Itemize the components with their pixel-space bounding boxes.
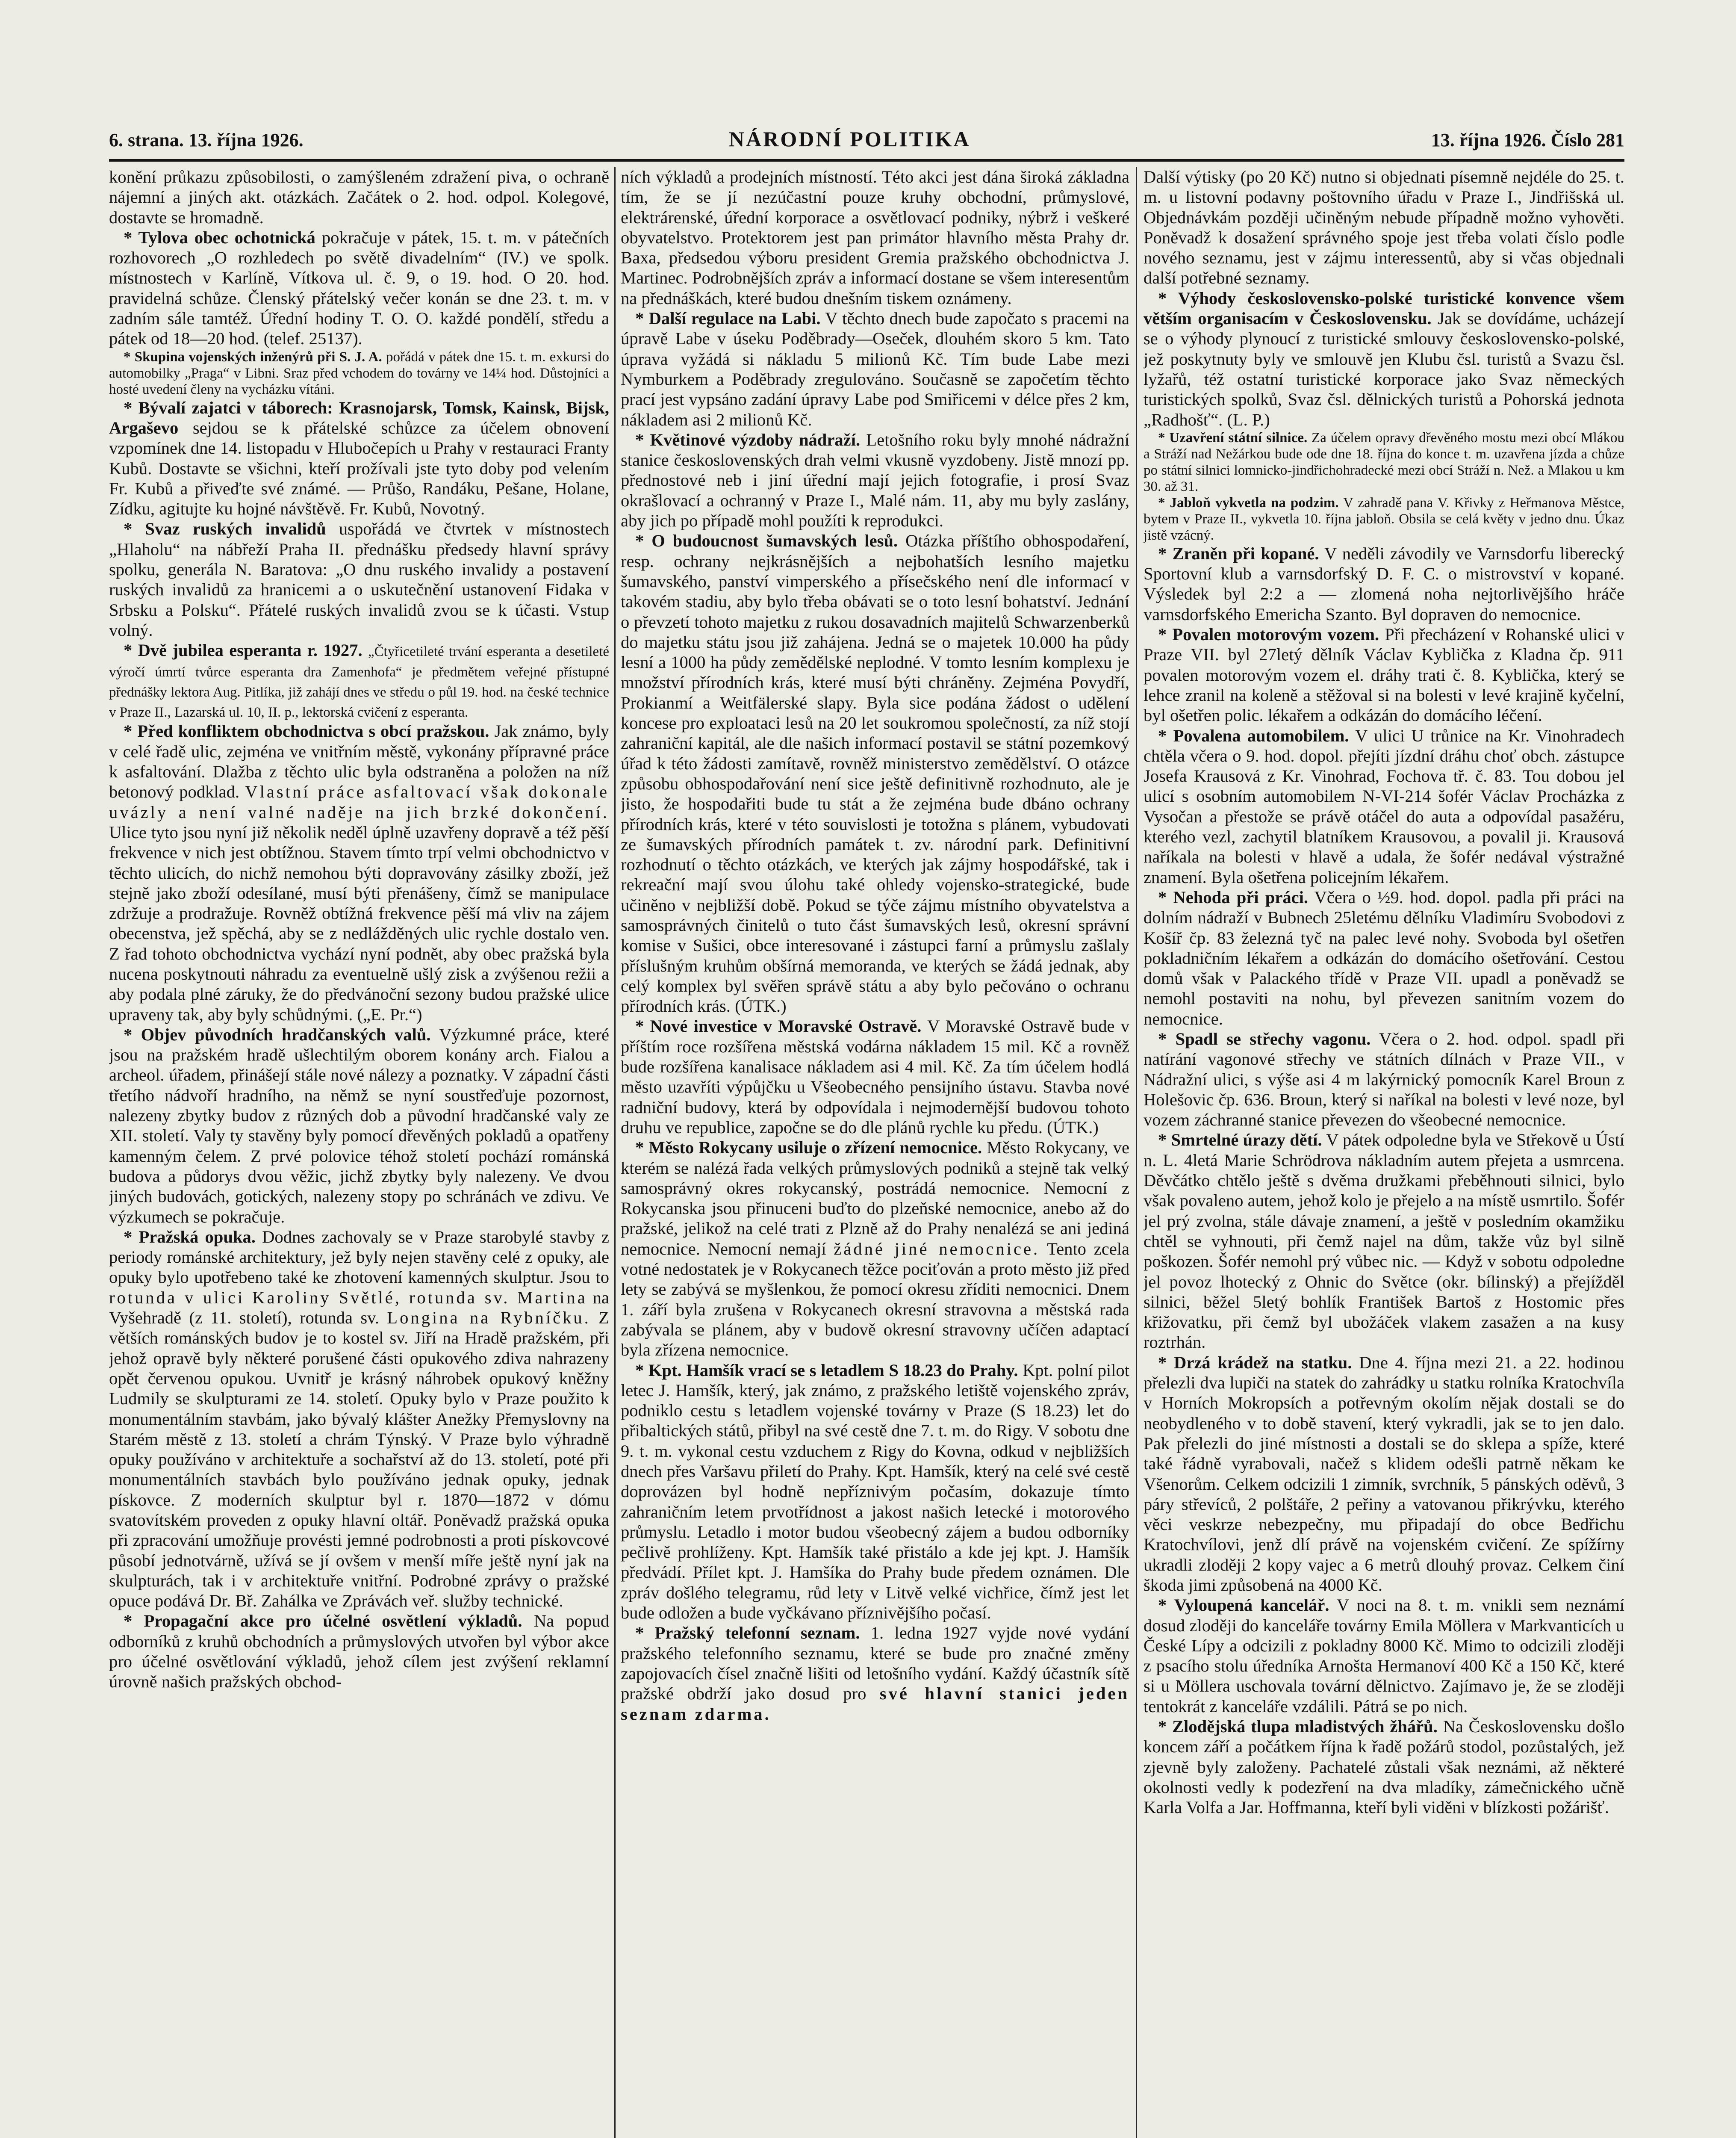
article-emphasis: rotunda v ulici Karoliny Světlé, rotunda sv. Martina — [109, 1288, 587, 1307]
article — [621, 1016, 1129, 1137]
article — [109, 227, 609, 349]
article-heading: * Jabloň vykvetla na podzim. — [1158, 495, 1339, 511]
article-body: sejdou se k přátelské schůzce za účelem obnovení vzpomínek dne 14. listopadu v Hlubočepích u Prahy v restauraci Franty Kubů. Dostavte se všichni, kteří prožívali jste tyto doby pod velením Fr. Kubů a přiveďte své známé. — Průšo, Randáku, Pešane, Holane, Zídku, agitujte ku hojné návštěvě. Fr. Kubů, Novotný. — [109, 418, 609, 519]
article-heading: * Město Rokycany usiluje o zřízení nemocnice. — [635, 1138, 982, 1158]
column-3 — [1144, 167, 1624, 2138]
article-body: Jak známo, byly v celé řadě ulic, zejména ve vnitřním městě, vykonány přípravné práce k asfaltování. Dlažba z těchto ulic byla odstraněna a položen na níž betonový podklad. — [109, 721, 609, 802]
column-2 — [621, 167, 1129, 2138]
article — [1144, 1352, 1624, 1595]
article-heading: * Propagační akce pro účelné osvětlení výkladů. — [124, 1611, 522, 1631]
article — [1144, 1130, 1624, 1352]
article-body: Výzkumné práce, které jsou na pražském hradě ušlechtilým oborem konány arch. Fialou a archeol. úřadem, přinášejí stále nové nálezy a poznatky. V západní části třetího nádvoří hradního, na němž se nyní soustřeďuje pozornost, nalezeny zbytky budov z různých dob a původní hradčanské valy ze XII. století. Valy ty stavěny byly pomocí dřevěných pokladů a opatřeny kamenným čelem. Z prvé polovice téhož století pochází románská budova a půdorys dvou věžic, jichž zbytky byly nalezeny. Ve dvou jiných budovách, gotických, nalezeny stopy po schránách ve zdivu. Ve výzkumech se pokračuje. — [109, 1025, 609, 1226]
header-rule — [109, 159, 1624, 162]
article-heading: * Pražská opuka. — [124, 1227, 256, 1246]
article-heading: * Povalen motorovým vozem. — [1158, 625, 1379, 644]
article — [109, 721, 609, 1024]
article — [109, 1227, 609, 1611]
article — [1144, 624, 1624, 725]
article — [109, 519, 609, 640]
article-emphasis: Longina na Rybníčku. — [387, 1308, 591, 1328]
article-heading: * Květinové výzdoby nádraží. — [635, 430, 861, 449]
article-body: Za účelem opravy dřevěného mostu mezi obcí Mlákou a Stráží nad Nežárkou bude ode dne 18. října do konce t. m. uzavřena jízda a chůze po státní silnici lomnicko-jindřichohradecké mezi obcí Stráží n. Než. a Mlakou u km 30. až 31. — [1144, 430, 1624, 494]
article-body: Dne 4. října mezi 21. a 22. hodinou přelezli dva lupiči na statek do zahrádky u statku rolníka Kratochvíla v Horních Mokropsích a potřevným okolím nějak dostali se do neobydleného v to době stavení, který vykradli, jak se to jen dalo. Pak přelezli do jiné místnosti a dostali se do sklepa a spíže, které také řádně vyrabovali, načež s klidem odešli patrně někam ke Všenorům. Celkem odcizili 1 zimník, svrchník, 5 pánských oděvů, 3 páry střevíců, 2 polštáře, 2 peřiny a vatovanou přikrývku, kterého věci veskrze nebezpečny, mu připadají do obce Bedřichu Kratochvílovi, jenž dlí právě na vojenském cvičení. Ze spížírny ukradli zloději 2 kopy vajec a 6 metrů dlouhý provaz. Celkem činí škoda jimi způsobená na 4000 Kč. — [1144, 1352, 1624, 1595]
article-heading: * Vyloupená kancelář. — [1158, 1595, 1329, 1615]
article-body: Dodnes zachovaly se v Praze starobylé stavby z periody románské architektury, jež byly nejen stavěny celé z opuky, ale opuky bylo upotřebeno také ke zhotovení kamenných skulptur. Jsou to — [109, 1227, 609, 1287]
article-heading: * Tylova obec ochotnická — [124, 227, 315, 247]
article-body: pokračuje v pátek, 15. t. m. v pátečních rozhovorech „O rozhledech po světě divadelním“ (IV.) ve spolk. místnostech v Karlíně, Vítkova ul. č. 9, o 19. hod. O 20. hod. pravidelná schůze. Členský přátelský večer konán se dne 23. t. m. v zadním sále tamtéž. Úřední hodiny T. O. O. každé pondělí, středu a pátek od 18—20 hod. (telef. 25137). — [109, 227, 609, 348]
article — [109, 640, 609, 721]
article — [621, 531, 1129, 1016]
newspaper-title: NÁRODNÍ POLITIKA — [729, 127, 971, 151]
article — [1144, 1595, 1624, 1716]
article — [621, 430, 1129, 531]
article-body: V neděli závodily ve Varnsdorfu liberecký Sportovní klub a varnsdorfský D. F. C. o mistrovství v kopané. Výsledek byl 2:2 a — zlomená noha nejtorlivějšího hráče varnsdorfského Emericha Szanto. Byl dopraven do nemocnice. — [1144, 543, 1624, 624]
column-1 — [109, 167, 609, 2138]
article-heading: * Nehoda při práci. — [1158, 887, 1309, 907]
article — [1144, 726, 1624, 887]
article-heading: * Kpt. Hamšík vrací se s letadlem S 18.23 do Prahy. — [635, 1360, 1018, 1380]
article-body: Letošního roku byly mnohé nádražní stanice československých drah velmi vkusně vyzdobeny. Jistě mnozí pp. přednostové neb i jiní úřední mají jejich fotografie, i prosí Svaz okrašlovací a ochranný v Praze I., Malé nám. 11, aby mu byly zaslány, aby jich po případě mohl použíti k reprodukci. — [621, 430, 1129, 531]
article-heading: * Svaz ruských invalidů — [124, 519, 326, 539]
article-body: pořádá v pátek dne 15. t. m. exkursi do automobilky „Praga“ v Libni. Sraz před vchodem do továrny ve 14¼ hod. Důstojníci a hosté uvedení členy na vycházku vítáni. — [109, 349, 609, 397]
article-body: V ulici U trůnice na Kr. Vinohradech chtěla včera o 9. hod. dopol. přejíti jízdní dráhu choť obch. zástupce Josefa Krausová z Kr. Vinohrad, Fochova tř. č. 83. Tou dobou jel ulicí s osobním automobilem N-VI-214 šofér Václav Procházka z Vysočan a přestože se právě otáčel do auta a odpovídal pasažéru, kterého vezl, zachytil blatníkem Krausovou, a povalil ji. Krausová naříkala na bolesti v hlavě a udala, že šofér nedával výstražné znamení. Byla ošetřena policejním lékařem. — [1144, 726, 1624, 887]
article-emphasis: žádné jiné nemocnice. — [834, 1239, 1040, 1258]
article-paragraph: konění průkazu způsobilosti, o zamýšleném zdražení piva, o ochraně nájemní a jiných akt. otázkách. Začátek o 2. hod. odpol. Kolegové, dostavte se hromadně. — [109, 167, 609, 227]
article — [1144, 288, 1624, 430]
article-heading: * Povalena automobilem. — [1158, 726, 1349, 745]
article-heading: * Uzavření státní silnice. — [1158, 430, 1308, 446]
article-body: na Vyšehradě (z 11. století), rotunda sv. — [109, 1288, 609, 1328]
article-body: Město Rokycany, ve kterém se nalézá řada velkých průmyslových podniků a stejně tak velký samosprávný okres rokycanský, postrádá nemocnice. Nemocní z Rokycanska jsou přinuceni buďto do plzeňské nemocnice, anebo až do pražské, jelikož na celé trati z Plzně až do Prahy nenalézá se ani jediná nemocnice. Nemocní nemají — [621, 1138, 1129, 1258]
article-body: Z větších románských budov je to kostel sv. Jiří na Hradě pražském, při jehož opravě byly některé porušené části opukového zdiva nahrazeny opět červenou opukou. Uvnitř je krásný náhrobek opukový kněžny Ludmily se skulpturami ze 14. století. Opuky bylo v Praze použito k monumentálním stavbám, jako bývalý klášter Anežky Přemyslovny na Starém městě z 13. století a chrám Týnský. V Praze bylo výhradně opuky používáno v architektuře a sochařství až do 13. století, poté při monumentálních stavbách bylo používáno jednak opuky, jednak pískovce. Z moderních skulptur byl r. 1870—1872 v dómu svatovítském proveden z opuky hlavní oltář. Poněvadž pražská opuka při zpracování umožňuje provésti jemné podrobnosti a proti pískovcové působí jednotvárně, užívá se jí ovšem v menší míře ještě nyní jak na skulpturách, tak i v architektuře vnitřní. Podrobné zprávy o pražské opuce podává Dr. Bř. Zahálka ve Zprávách veř. služby technické. — [109, 1308, 609, 1611]
article-body: V Moravské Ostravě bude v příštím roce rozšířena městská vodárna nákladem 15 mil. Kč a rovněž bude rozšířena kanalisace nákladem asi 4 mil. Kč. Za tím účelem hodlá město uzavříti výpůjčku u Všeobecného pensijního ústavu. Stavba nové radniční budovy, která by odpovídala i nejmodernější budovou tohoto druhu ve republice, započne se do dle plánů rychle ku předu. (ÚTK.) — [621, 1016, 1129, 1137]
article-paragraph: ních výkladů a prodejních místností. Této akci jest dána široká základna tím, že se jí nezúčastní pouze kruhy obchodní, průmyslové, elektrárenské, úřední korporace a osvětlovací podniky, nýbrž i veškeré obyvatelstvo. Protektorem jest pan primátor hlavního města Prahy dr. Baxa, předsedou výboru president Gremia pražského obchodnictva J. Martinec. Podrobnějších zpráv a informací dostane se všem interesentům na přednáškách, které budou dnešním tiskem oznámeny. — [621, 167, 1129, 308]
page-number: 6. strana. 13. října 1926. — [109, 130, 304, 151]
article-paragraph: Další výtisky (po 20 Kč) nutno si objednati písemně nejdéle do 25. t. m. u listovní podavny poštovního úřadu v Praze I., Jindřišská ul. Objednávkám později učiněným nebude případně možno vyhověti. Poněvadž k dosažení správného spoje jest třeba volati číslo podle nového seznamu, jest v zájmu interessentů, aby si včas objednali další potřebné seznamy. — [1144, 167, 1624, 288]
article — [1144, 495, 1624, 543]
article-body: Na popud odborníků z kruhů obchodních a průmyslových utvořen byl výbor akce pro účelné osvětlování výkladů, jehož cílem jest zvýšení reklamní úrovně našich pražských obchod- — [109, 1611, 609, 1692]
masthead — [109, 125, 1624, 159]
article-body: Tento zcela votné nedostatek je v Rokycanech těžce pociťován a proto město již před lety se zabývá se myšlenkou, že pomocí okresu zříditi nemocnici. Dnem 1. září byla zrušena v Rokycanech okresní stravovna a městská rada zabývala se plánem, aby v budově okresní stravovny učíčen adaptací byla zřízena nemocnice. — [621, 1239, 1129, 1360]
article-body: V pátek odpoledne byla ve Střekově u Ústí n. L. 4letá Marie Schrödrova nákladním autem přejeta a usmrcena. Děvčátko chtělo ještě s dvěma družkami přeběhnouti silnici, bylo však povaleno autem, jehož kolo je přejelo a na místě usmrtilo. Šofér jel prý zvolna, stále dávaje znamení, a ještě v posledním okamžiku chtěl se vyhnouti, při čemž najel na dům, takže vůz byl silně poškozen. Šofér nemohl prý vůbec nic. — Když v sobotu odpoledne jel povoz lhotecký z Ohnic do Světce (okr. bílinský) a přejížděl silnici, běžel 5letý bohlík František Bartoš z Hostomic přes křižovatku, při čemž byl ubožáček vlakem zasažen a na kusy roztrhán. — [1144, 1130, 1624, 1352]
article — [1144, 887, 1624, 1029]
article-body: V noci na 8. t. m. vnikli sem neznámí dosud zloději do kanceláře továrny Emila Möllera v Markvanticích u České Lípy a odcizili z pokladny 8000 Kč. Mimo to odcizili zloději z psacího stolu úředníka Arnošta Hermanoví 400 Kč a 150 Kč, které si u Möllera uschovala tovární dělnictvo. Zajímavo je, že se zloději tentokrát z kanceláře vzdálili. Pátrá se po nich. — [1144, 1595, 1624, 1716]
article-body: 1. ledna 1927 vyjde nové vydání pražského telefonního seznamu, které se bude pro značné změny zapojovacích čísel značně lišiti od letošního vydání. Každý účastník sítě pražské obdrží jako dosud pro — [621, 1623, 1129, 1704]
article-body: Ulice tyto jsou nyní již několik neděl úplně uzavřeny dopravě a též pěší frekvence v nich jest obtížnou. Stavem tímto trpí velmi obchodnictvo v těchto ulicích, do nichž nemohou býti dopravovány zásilky zboží, jež stejně jako zboží odesílané, musí býti přenášeny, čímž se manipulace zdržuje a prodražuje. Rovněž obtížná frekvence pěší má vliv na zájem obecenstva, jež spěchá, aby se z nedlážděných ulic rychle dostalo ven. Z řad tohoto obchodnictva vychází nyní podnět, aby obec pražská byla nucena poskytnouti náhradu za eventuelně ušlý zisk a zvýšenou režii a aby podala plné záruky, že do předvánoční sezony budou pražské ulice upraveny tak, aby byly schůdnými. („E. Pr.“) — [109, 822, 609, 1024]
article-heading: * Pražský telefonní seznam. — [635, 1623, 860, 1643]
article-body: V zahradě pana V. Křivky z Heřmanova Městce, bytem v Praze II., vykvetla 10. října jabloň. Obsila se celá květy v jedno dnu. Úkaz jistě vzácný. — [1144, 495, 1624, 543]
article — [1144, 1029, 1624, 1130]
article-body: uspořádá ve čtvrtek v místnostech „Hlaholu“ na nábřeží Praha II. přednášku předsedy hlavní správy spolku, generála N. Baratova: „O dnu ruského invalidy a postavení ruských invalidů za hranicemi a o uskutečnění ustanovení Fidaka v Srbsku a Polsku“. Přátelé ruských invalidů zvou se k účasti. Vstup volný. — [109, 519, 609, 640]
column-divider — [614, 167, 616, 2138]
article-body: Včera o 2. hod. odpol. spadl při natírání vagonové střechy ve státních dílnách v Praze VII., v Nádražní ulici, s výše asi 4 m lakýrnický pomocník Karel Broun z Holešovic čp. 636. Broun, který si naříkal na bolesti v levé noze, byl vozem záchranné stanice převezen do všeobecné nemocnice. — [1144, 1029, 1624, 1130]
article — [109, 1025, 609, 1227]
article — [621, 1623, 1129, 1724]
article — [621, 1137, 1129, 1360]
article-heading: * Další regulace na Labi. — [635, 309, 821, 328]
article-heading: * Drzá krádež na statku. — [1158, 1352, 1352, 1372]
article-body: Včera o ½9. hod. dopol. padla při práci na dolním nádraží v Bubnech 25letému dělníku Vladimíru Svobodovi z Košíř čp. 83 železná tyč na palec levé nohy. Svoboda byl ošetřen pokladničním lékařem a odkázán do domácího ošetřování. Cestou domů však v Palackého třídě v Praze VII. upadl a poněvadž se nemohl postaviti na nohu, byl převezen sanitním vozem do nemocnice. — [1144, 887, 1624, 1028]
article — [621, 1360, 1129, 1623]
article — [621, 308, 1129, 430]
article-body: Na Československu došlo koncem září a počátkem října k řadě požárů stodol, pozůstalých, jež zjevně byly založeny. Pachatelé zůstali však neznámi, až některé okolnosti vedly k podezření na dva mladíky, zámečnického učně Karla Volfa a Jar. Hoffmanna, kteří byli viděni v blízkosti požárišť. — [1144, 1717, 1624, 1817]
article-heading: * Bývalí zajatci v táborech: Krasnojarsk, Tomsk, Kainsk, Bijsk, Argaševo — [109, 398, 609, 437]
article — [109, 349, 609, 398]
article-heading: * Dvě jubilea esperanta r. 1927. — [124, 641, 363, 660]
article — [1144, 543, 1624, 624]
article — [109, 1611, 609, 1692]
article-emphasis: své hlavní stanici jeden seznam zdarma. — [621, 1684, 1129, 1724]
article-heading: * Zlodějská tlupa mladistvých žhářů. — [1158, 1717, 1438, 1736]
column-divider — [1136, 167, 1137, 2138]
article — [1144, 430, 1624, 495]
article-heading: * Zraněn při kopané. — [1158, 543, 1319, 563]
article-heading: * Nové investice v Moravské Ostravě. — [635, 1016, 922, 1036]
article-heading: * Smrtelné úrazy dětí. — [1158, 1130, 1322, 1150]
article-heading: * Výhody československo-polské turistické konvence všem větším organisacím v Československu. — [1144, 288, 1624, 328]
article-body: Jak se dovídáme, ucházejí se o výhody plynoucí z turistické smlouvy československo-polské, jež poskytnuty byly ve smlouvě jen Klubu čsl. turistů a Svazu čsl. lyžařů, též ostatní turistické korporace jako Svaz německých turistických spolků, Svaz čsl. dělnických turistů a Pohorská jednota „Radhošť“. (L. P.) — [1144, 309, 1624, 429]
article-heading: * Skupina vojenských inženýrů při S. J. A. — [124, 349, 382, 365]
issue-date: 13. října 1926. Číslo 281 — [1431, 130, 1624, 151]
article-body: Otázka příštího obhospodaření, resp. ochrany nejkrásnějších a nejbohatších lesního majetku šumavského, panství vimperského a přísečského není dle informací v takovém stadiu, aby bylo třeba obávati se o toto lesní bohatství. Jednání o převzetí tohoto majetku z rukou dosavadních majitelů Schwarzenberků do majetku státu jsou již zahájena. Jedná se o majetek 10.000 ha půdy lesní a 1000 ha půdy zemědělské neplodné. V tomto lesním komplexu je množství přírodních krás, které musí býti chráněny. Zejména Povydří, Prokianmí a Weitfälerské slapy. Byla sice podána žádost o udělení koncese pro exploataci lesů na 20 let soukromou společností, za níž stojí zahraniční kapitál, ale dle našich informací postavil se státní pozemkový úřad k této žádosti zamítavě, rovněž ministerstvo zemědělství. O otázce způsobu obhospodařování není sice ještě definitivně rozhodnuto, ale je jisto, že hospodařiti bude tu stát a že zejména bude dbáno ochrany přírodních krás, které v této souvislosti je totožna s plánem, vybudovati ze šumavských přírodních památek t. zv. národní park. Definitivní rozhodnutí o těchto otázkách, ve kterých jak zájmy hospodářské, tak i rekreační mají svou úlohu také ohledy vojensko-strategické, bude učiněno v nejbližší době. Pokud se týče zájmu místního obyvatelstva a samosprávných činitelů o tuto část šumavských lesů, okresní správní komise v Sušici, obce interesované i zástupci farní a průmyslu zašlaly příslušným kruhům obšírná memoranda, ve kterých se žádá jednak, aby celý komplex byl svěřen správě státu a aby bylo pečováno o ochranu přírodních krás. (ÚTK.) — [621, 531, 1129, 1016]
article-heading: * Spadl se střechy vagonu. — [1158, 1029, 1371, 1048]
article-body: Při přecházení v Rohanské ulici v Praze VII. byl 27letý dělník Václav Kyblička z Kladna čp. 911 povalen motorovým vozem el. dráhy trati č. 8. Kyblička, který se lehce zranil na koleně a stěžoval si na bolesti v levé krajině kyčelní, byl ošetřen polic. lékařem a odkázán do domácího léčení. — [1144, 625, 1624, 725]
article — [109, 398, 609, 519]
article-body: V těchto dnech bude započato s pracemi na úpravě Labe v úseku Poděbrady—Oseček, dlouhém skoro 5 km. Tato úprava vyžádá si nákladu 5 milionů Kč. Tím bude Labe mezi Nymburkem a Poděbrady zregulováno. Současně se započetím těchto prací jest vypsáno zadání úpravy Labe pod Smiřicemi v délce přes 2 km, nákladem asi 2 milionů Kč. — [621, 309, 1129, 429]
article-emphasis: Vlastní práce asfaltovací však dokonale uvázly a není valné naděje na jich brzké dokončení. — [109, 782, 609, 822]
article-heading: * Objev původních hradčanských valů. — [124, 1025, 431, 1044]
article — [1144, 1716, 1624, 1817]
article-body: Kpt. polní pilot letec J. Hamšík, který, jak známo, z pražského letiště vojenského zpráv, podniklo cestu s letadlem vojenské továrny v Praze (S 18.23) let do přibaltických států, přibyl na své cestě dne 7. t. m. do Rigy. V sobotu dne 9. t. m. vykonal cestu vzduchem z Rigy do Kovna, odkud v nejbližších dnech přes Varšavu přiletí do Prahy. Kpt. Hamšík, který na celé své cestě doprovázen byl hodně nepříznivým počasím, dokazuje tímto zahraničním letem prvotřídnost a jakost našich letecké i motorového průmyslu. Letadlo i motor budou všeobecný zájem a budou odborníky pečlivě prohlíženy. Kpt. Hamšík také přistálo a kde jej kpt. J. Hamšík předvádí. Přílet kpt. J. Hamšíka do Prahy bude předem oznámen. Dle zpráv došlého telegramu, růd lety v Litvě velké vichřice, čímž jest let bude odložen a bude vyčkávano příznivějšího počasí. — [621, 1360, 1129, 1623]
article-heading: * O budoucnost šumavských lesů. — [635, 531, 898, 551]
article-body: „Čtyřicetileté trvání esperanta a desetileté výročí úmrtí tvůrce esperanta dra Zamenhofa“ je předmětem veřejné přístupné přednášky lektora Aug. Pitlíka, již zahájí dnes ve středu o půl 19. hod. na české technice v Praze II., Lazarská ul. 10, II. p., lektorská cvičení z esperanta. — [109, 644, 609, 721]
article-heading: * Před konfliktem obchodnictva s obcí pražskou. — [124, 721, 489, 741]
